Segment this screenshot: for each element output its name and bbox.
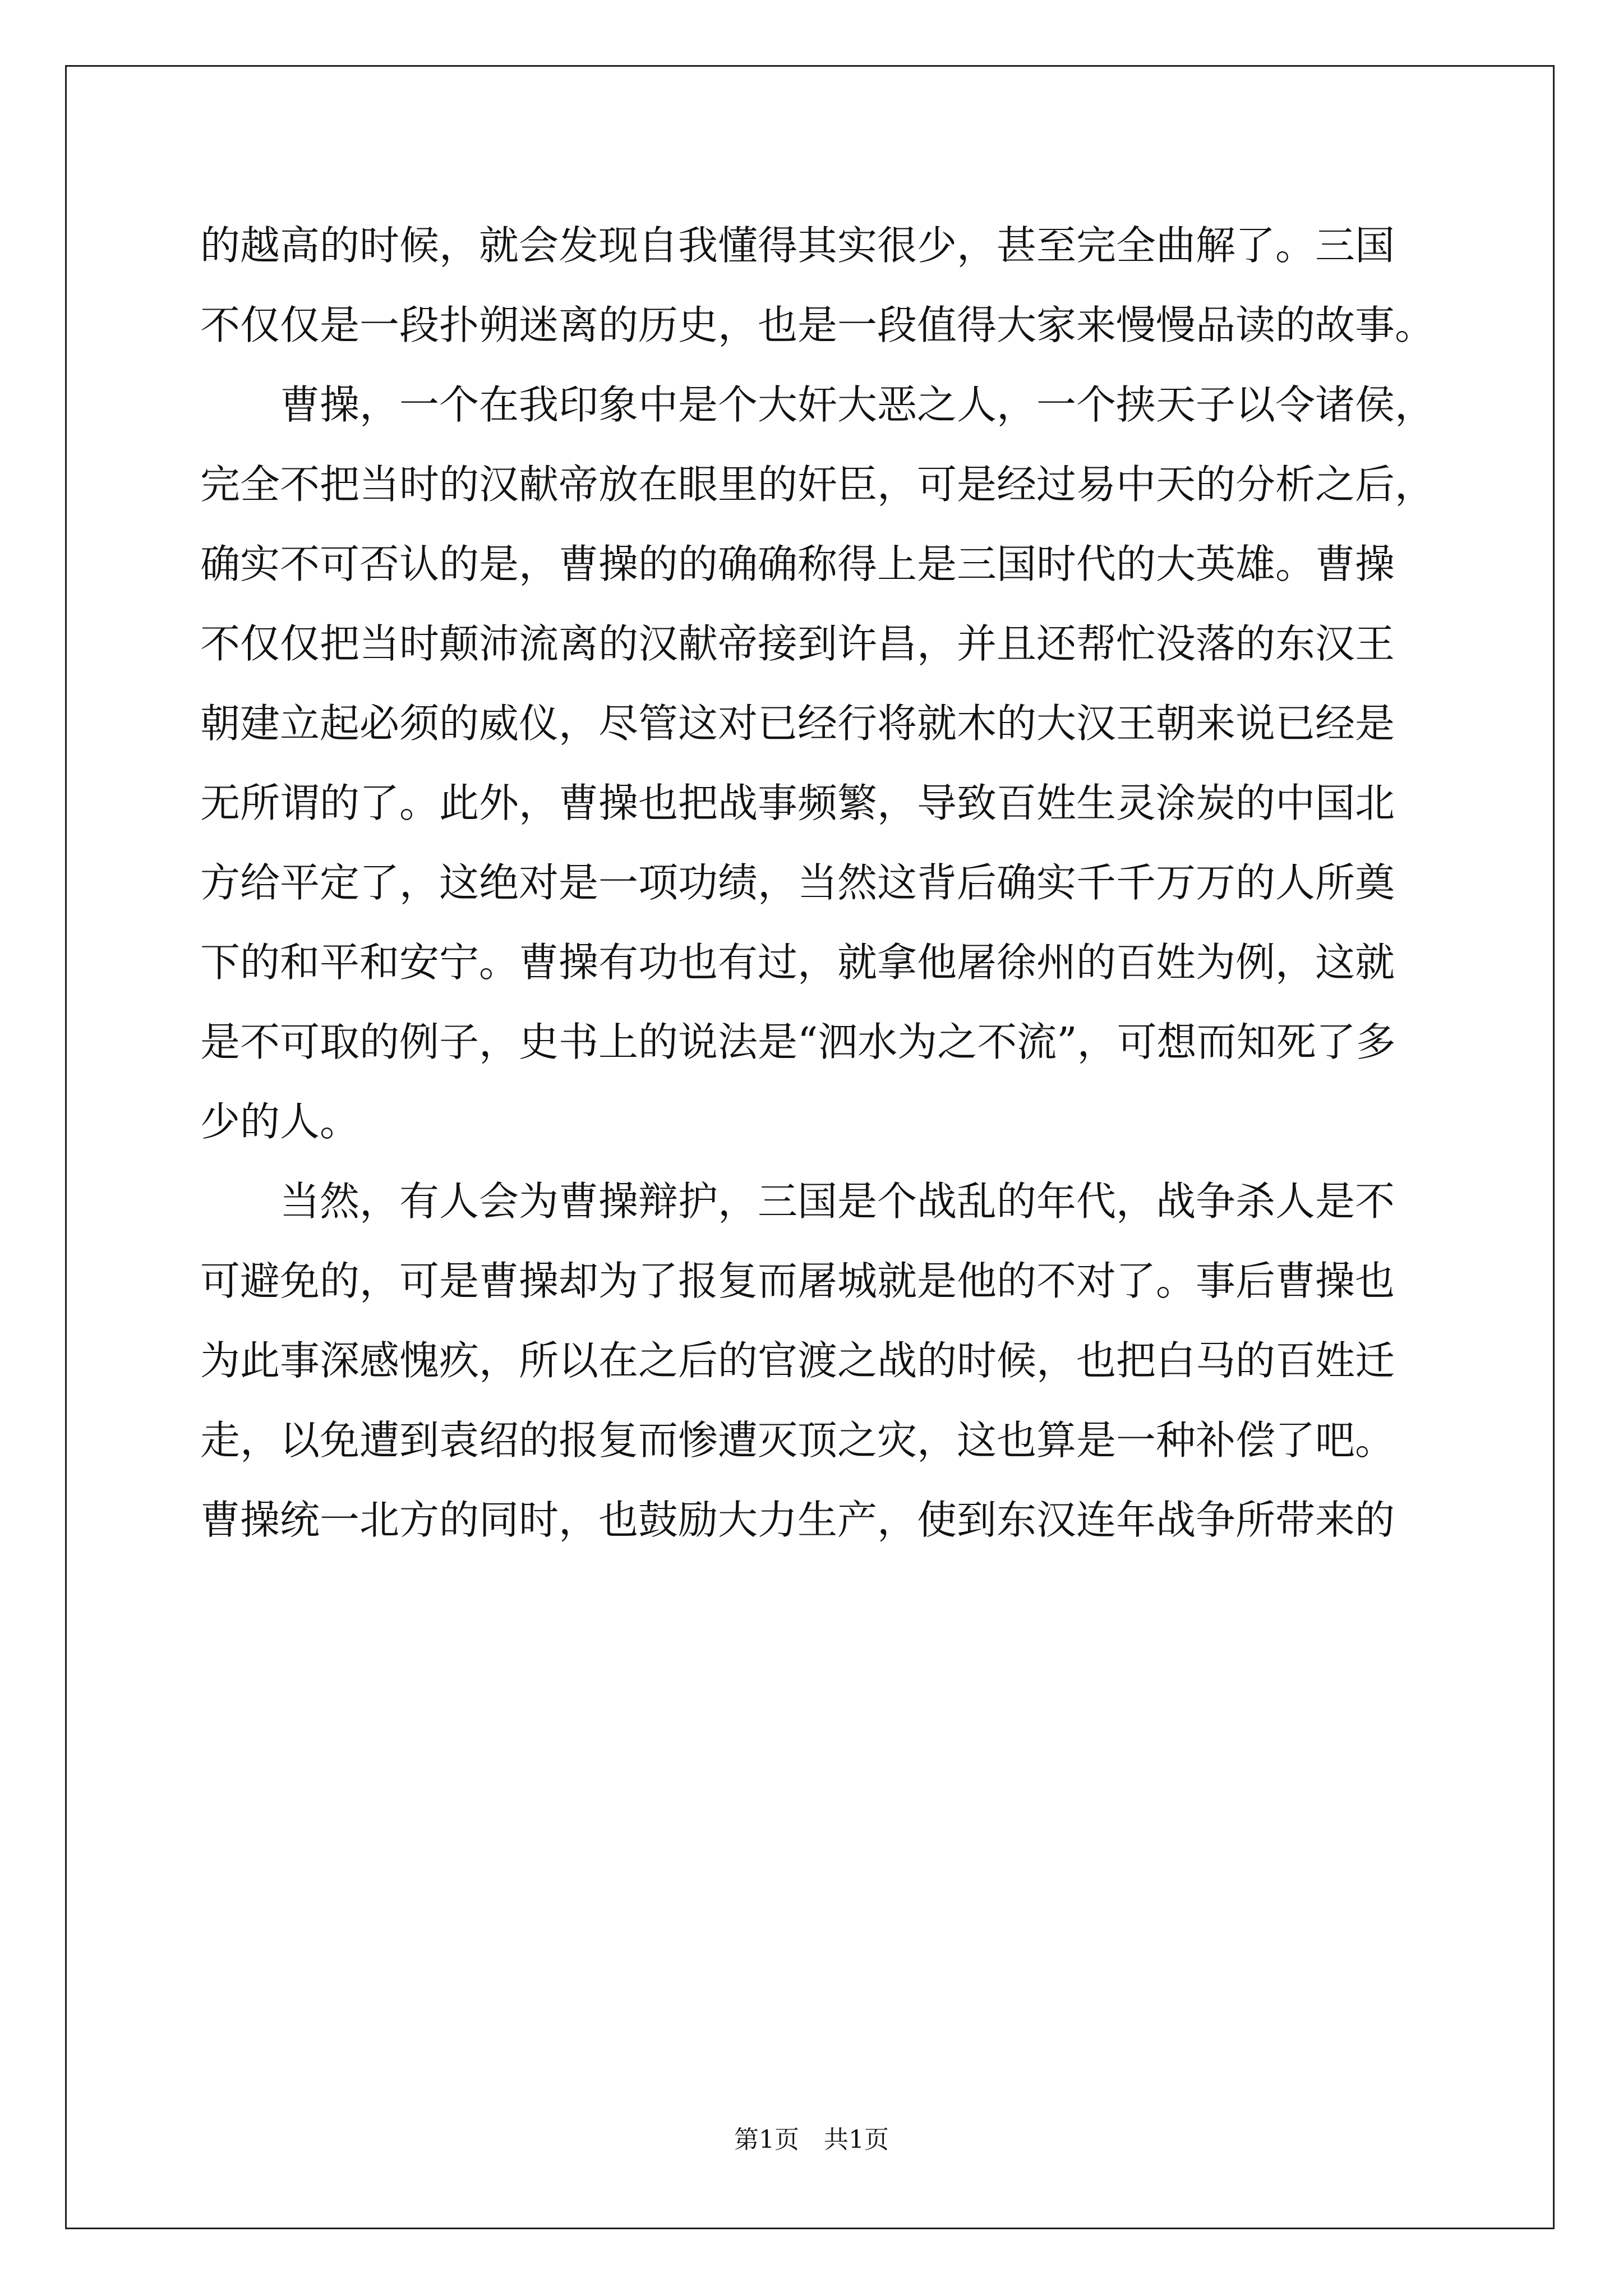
text-line: 方给平定了，这绝对是一项功绩，当然这背后确实千千万万的人所奠 [200, 859, 1395, 906]
text-line: 的越高的时候，就会发现自我懂得其实很少，甚至完全曲解了。三国 [200, 222, 1395, 269]
paragraph-first-line: 曹操，一个在我印象中是个大奸大恶之人，一个挟天子以令诸侯， [280, 381, 1435, 428]
text-line: 曹操统一北方的同时，也鼓励大力生产，使到东汉连年战争所带来的 [200, 1497, 1395, 1543]
text-line: 下的和平和安宁。曹操有功也有过，就拿他屠徐州的百姓为例，这就 [200, 939, 1395, 986]
page-number: 第1页 共1页 [734, 2125, 889, 2154]
text-line: 完全不把当时的汉献帝放在眼里的奸臣，可是经过易中天的分析之后， [200, 461, 1435, 508]
text-line: 不仅仅把当时颠沛流离的汉献帝接到许昌，并且还帮忙没落的东汉王 [200, 620, 1395, 667]
text-line: 无所谓的了。此外，曹操也把战事频繁，导致百姓生灵涂炭的中国北 [200, 780, 1395, 826]
text-line: 走，以免遭到袁绍的报复而惨遭灭顶之灾，这也算是一种补偿了吧。 [200, 1417, 1395, 1464]
text-line: 少的人。 [200, 1098, 360, 1145]
text-line: 可避免的，可是曹操却为了报复而屠城就是他的不对了。事后曹操也 [200, 1258, 1395, 1304]
text-line: 为此事深感愧疚，所以在之后的官渡之战的时候，也把白马的百姓迁 [200, 1337, 1395, 1384]
text-line: 是不可取的例子，史书上的说法是“泗水为之不流”，可想而知死了多 [200, 1019, 1396, 1065]
text-line: 不仅仅是一段扑朔迷离的历史，也是一段值得大家来慢慢品读的故事。 [200, 302, 1435, 348]
text-line: 确实不可否认的是，曹操的的确确称得上是三国时代的大英雄。曹操 [200, 541, 1395, 587]
paragraph-first-line: 当然，有人会为曹操辩护，三国是个战乱的年代，战争杀人是不 [280, 1178, 1395, 1225]
text-line: 朝建立起必须的威仪，尽管这对已经行将就木的大汉王朝来说已经是 [200, 700, 1395, 747]
